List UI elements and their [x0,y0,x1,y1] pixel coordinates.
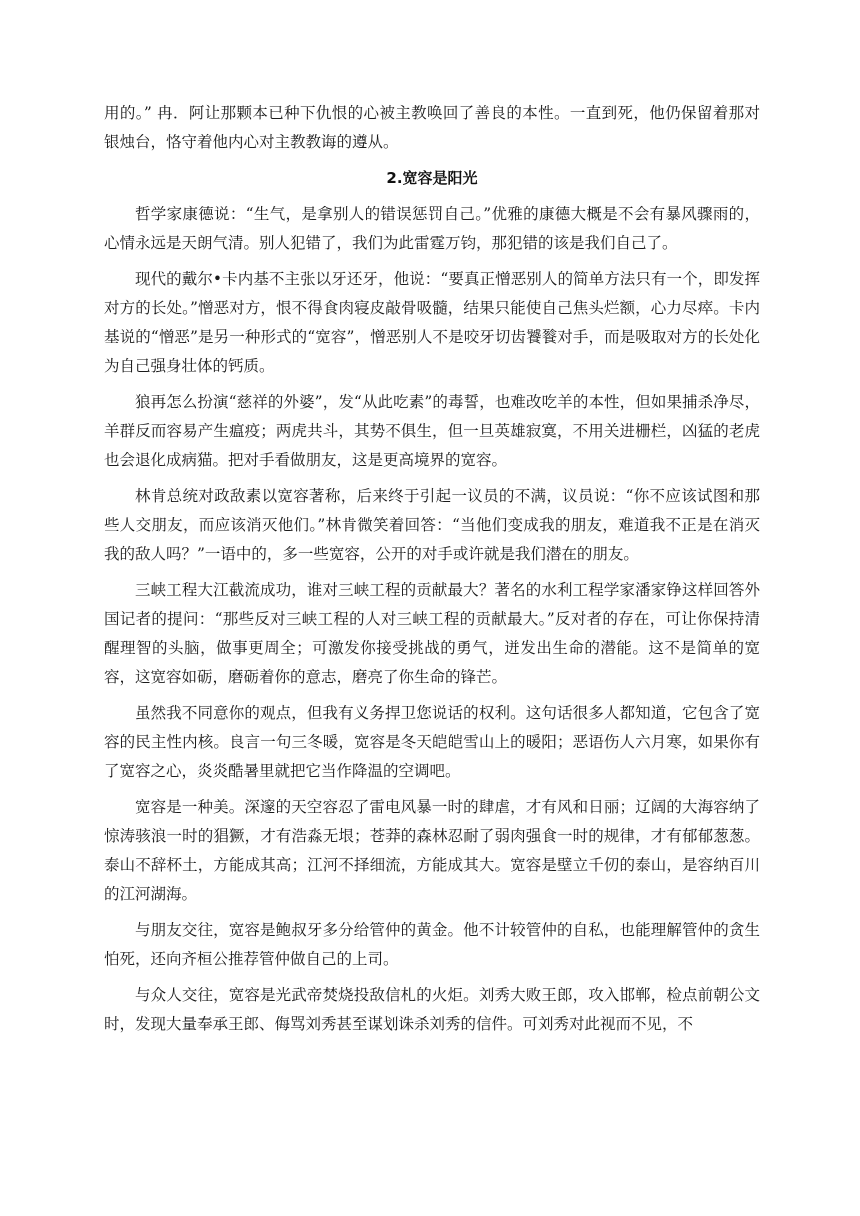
paragraph-carnegie: 现代的戴尔•卡内基不主张以牙还牙，他说：“要真正憎恶别人的简单方法只有一个，即发挥对方的长处。”憎恶对方，恨不得食肉寝皮敲骨吸髓，结果只能使自己焦头烂额，心力尽瘁。卡内基说的“憎恶”是另一种形式的“宽容”，憎恶别人不是咬牙切齿饕餮对手，而是吸取对方的长处化为自己强身壮体的钙质。 [104,270,760,375]
paragraph-kant: 哲学家康德说：“生气，是拿别人的错误惩罚自己。”优雅的康德大概是不会有暴风骤雨的，心情永远是天朗气清。别人犯错了，我们为此雷霆万钧，那犯错的该是我们自己了。 [104,205,760,252]
intro-continued-paragraph: 用的。” 冉．阿让那颗本已种下仇恨的心被主教唤回了善良的本性。一直到死，他仍保留着那对银烛台，恪守着他内心对主教教诲的遵从。 [104,104,760,151]
paragraph-beauty: 宽容是一种美。深邃的天空容忍了雷电风暴一时的肆虐，才有风和日丽；辽阔的大海容纳了惊涛骇浪一时的猖獗，才有浩淼无垠；苍莽的森林忍耐了弱肉强食一时的规律，才有郁郁葱葱。泰山不辞杯土，方能成其高；江河不择细流，方能成其大。宽容是壁立千仞的泰山，是容纳百川的江河湖海。 [104,798,760,903]
paragraph-friends: 与朋友交往，宽容是鲍叔牙多分给管仲的黄金。他不计较管仲的自私，也能理解管仲的贪生怕死，还向齐桓公推荐管仲做自己的上司。 [104,921,760,968]
paragraph-three-gorges: 三峡工程大江截流成功，谁对三峡工程的贡献最大？著名的水利工程学家潘家铮这样回答外国记者的提问：“那些反对三峡工程的人对三峡工程的贡献最大。”反对者的存在，可让你保持清醒理智的头脑，做事更周全；可激发你接受挑战的勇气，迸发出生命的潜能。这不是简单的宽容，这宽容如砺，磨砺着你的意志，磨亮了你生命的锋芒。 [104,581,760,686]
paragraph-liu-xiu: 与众人交往，宽容是光武帝焚烧投敌信札的火炬。刘秀大败王郎，攻入邯郸，检点前朝公文时，发现大量奉承王郎、侮骂刘秀甚至谋划诛杀刘秀的信件。可刘秀对此视而不见，不 [104,986,760,1033]
paragraph-wolf: 狼再怎么扮演“慈祥的外婆”，发“从此吃素”的毒誓，也难改吃羊的本性，但如果捕杀净尽，羊群反而容易产生瘟疫；两虎共斗，其势不俱生，但一旦英雄寂寞，不用关进栅栏，凶猛的老虎也会退化成病猫。把对手看做朋友，这是更高境界的宽容。 [104,393,760,469]
section-heading: 2.宽容是阳光 [386,169,478,187]
paragraph-lincoln: 林肯总统对政敌素以宽容著称，后来终于引起一议员的不满，议员说：“你不应该试图和那些人交朋友，而应该消灭他们。”林肯微笑着回答：“当他们变成我的朋友，难道我不正是在消灭我的敌人吗？”一语中的，多一些宽容，公开的对手或许就是我们潜在的朋友。 [104,487,760,563]
document-body [104,99,760,1046]
paragraph-free-speech: 虽然我不同意你的观点，但我有义务捍卫您说话的权利。这句话很多人都知道，它包含了宽容的民主性内核。良言一句三冬暖，宽容是冬天皑皑雪山上的暖阳；恶语伤人六月寒，如果你有了宽容之心，炎炎酷暑里就把它当作降温的空调吧。 [104,704,760,780]
